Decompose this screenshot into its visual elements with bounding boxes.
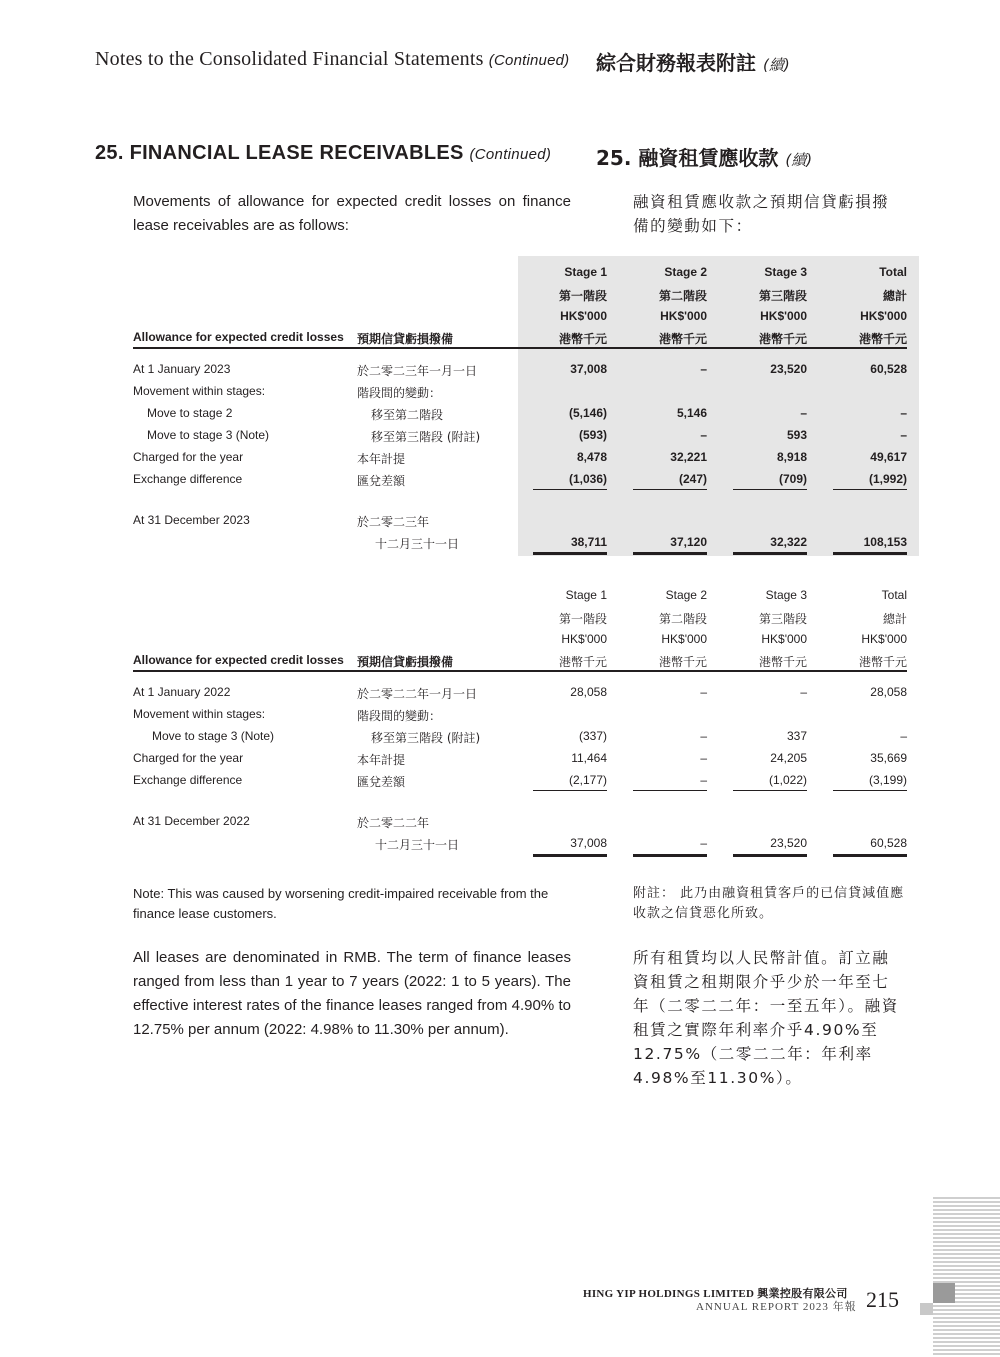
- cell-value: 593: [786, 428, 807, 442]
- cell-value: 37,008: [570, 362, 607, 376]
- col-stage2-unit-zh: 港幣千元: [658, 655, 707, 669]
- total-double-rule: [733, 552, 807, 555]
- section-number-zh: 25.: [596, 146, 632, 170]
- col-stage3-unit-zh: 港幣千元: [758, 655, 807, 669]
- intro-paragraph-zh: 融資租賃應收款之預期信貸虧損撥備的變動如下：: [633, 193, 890, 235]
- row-label-zh: 移至第三階段 (附註): [371, 731, 481, 745]
- col-stage3-head: Stage 3: [765, 588, 807, 602]
- row-label-en: Charged for the year: [133, 450, 244, 464]
- row-label-en: At 1 January 2022: [133, 685, 231, 699]
- section-title-zh: [596, 142, 812, 171]
- col-total-head-zh: 總計: [882, 289, 907, 303]
- total-double-rule: [633, 552, 707, 555]
- col-stage2-head-zh: 第二階段: [658, 612, 707, 626]
- col-stage3-head: Stage 3: [764, 265, 807, 279]
- col-stage2-unit: HK$'000: [661, 632, 707, 646]
- col-total-head: Total: [881, 588, 907, 602]
- cell-value: (3,199): [868, 773, 907, 787]
- cell-value: –: [800, 406, 807, 420]
- row-label-en: Move to stage 2: [147, 406, 233, 420]
- table-label-zh: 預期信貸虧損撥備: [357, 655, 454, 669]
- section-heading-en: FINANCIAL LEASE RECEIVABLES: [129, 142, 464, 164]
- section-heading-zh: 融資租賃應收款: [638, 146, 779, 170]
- subtotal-rule: [733, 489, 807, 490]
- decorative-square: [933, 1283, 955, 1303]
- cell-value: 32,221: [670, 450, 707, 464]
- cell-value: 108,153: [863, 535, 907, 549]
- cell-value: –: [700, 836, 707, 850]
- row-label-zh: 於二零二三年一月一日: [357, 364, 478, 378]
- row-label-zh: 移至第二階段: [371, 408, 444, 422]
- row-label-en: Exchange difference: [133, 773, 243, 787]
- row-label-zh: 於二零二二年: [357, 816, 430, 830]
- cell-value: (5,146): [568, 406, 607, 420]
- note-en: [133, 884, 571, 924]
- col-stage1-unit: HK$'000: [560, 309, 607, 323]
- col-stage2-head-zh: 第二階段: [658, 289, 707, 303]
- col-stage1-unit-zh: 港幣千元: [558, 655, 607, 669]
- row-label-zh: 匯兌差額: [357, 775, 406, 789]
- row-label-en: At 31 December 2023: [133, 513, 250, 527]
- cell-value: 11,464: [571, 751, 607, 765]
- cell-value: 24,205: [770, 751, 807, 765]
- section-title-en: [95, 142, 551, 165]
- col-total-unit: HK$'000: [861, 632, 907, 646]
- row-label-zh: 匯兌差額: [357, 474, 406, 488]
- col-stage2-unit: HK$'000: [660, 309, 707, 323]
- row-label-zh: 本年計提: [357, 753, 406, 767]
- footer-report: ANNUAL REPORT 2023 年報: [696, 1301, 857, 1313]
- subtotal-rule: [733, 790, 807, 791]
- cell-value: (337): [578, 729, 607, 743]
- cell-value: –: [700, 751, 707, 765]
- row-label-en: Move to stage 3 (Note): [147, 428, 270, 442]
- cell-value: 49,617: [870, 450, 907, 464]
- cell-value: 5,146: [676, 406, 707, 420]
- cell-value: (1,022): [768, 773, 807, 787]
- col-stage1-head: Stage 1: [564, 265, 607, 279]
- cell-value: 37,008: [570, 836, 607, 850]
- header-title-en: Notes to the Consolidated Financial Statements: [95, 48, 484, 70]
- decorative-square: [920, 1303, 933, 1315]
- cell-value: 23,520: [770, 836, 807, 850]
- cell-value: 38,711: [570, 535, 607, 549]
- col-stage2-head: Stage 2: [665, 588, 707, 602]
- cell-value: –: [700, 428, 707, 442]
- header-rule: [133, 347, 907, 349]
- footer-company: HING YIP HOLDINGS LIMITED 興業控股有限公司: [583, 1288, 848, 1300]
- row-label-en: At 31 December 2022: [133, 814, 250, 828]
- total-double-rule: [633, 854, 707, 857]
- cell-value: 32,322: [770, 535, 807, 549]
- total-double-rule: [533, 854, 607, 857]
- intro-paragraph-en: Movements of allowance for expected credit losses on finance lease receivables are as follows:: [133, 193, 571, 234]
- header-rule: [133, 670, 907, 672]
- col-stage3-head-zh: 第三階段: [758, 289, 807, 303]
- cell-value: 37,120: [670, 535, 707, 549]
- row-label-en: Movement within stages:: [133, 707, 266, 721]
- cell-value: (709): [778, 472, 807, 486]
- note-label-en: Note:: [133, 886, 165, 901]
- row-label-zh: 階段間的變動：: [357, 709, 442, 723]
- total-double-rule: [833, 854, 907, 857]
- table-label-en: Allowance for expected credit losses: [133, 653, 344, 667]
- col-stage1-head: Stage 1: [565, 588, 607, 602]
- running-header-en: [95, 48, 569, 71]
- row-label-en: Exchange difference: [133, 472, 243, 486]
- cell-value: (593): [578, 428, 607, 442]
- note-label-zh: 附註：: [633, 886, 676, 901]
- row-label-zh-cont: 十二月三十一日: [375, 838, 460, 852]
- col-stage3-unit: HK$'000: [760, 309, 807, 323]
- row-label-en: Movement within stages:: [133, 384, 266, 398]
- total-double-rule: [733, 854, 807, 857]
- table-label-zh: 預期信貸虧損撥備: [357, 332, 454, 346]
- cell-value: –: [700, 729, 707, 743]
- row-label-en: At 1 January 2023: [133, 362, 231, 376]
- row-label-en: Move to stage 3 (Note): [152, 729, 275, 743]
- cell-value: 23,520: [770, 362, 807, 376]
- note-zh: [633, 884, 905, 924]
- running-header-zh: [596, 47, 790, 76]
- section-continued-en: (Continued): [469, 146, 552, 163]
- cell-value: 60,528: [870, 836, 907, 850]
- col-stage1-head-zh: 第一階段: [558, 612, 607, 626]
- header-title-zh: 綜合財務報表附註: [596, 51, 756, 75]
- table-label-en: Allowance for expected credit losses: [133, 330, 344, 344]
- subtotal-rule: [833, 790, 907, 791]
- header-continued-en: (Continued): [488, 52, 570, 69]
- cell-value: –: [700, 773, 707, 787]
- col-stage1-unit-zh: 港幣千元: [558, 332, 607, 346]
- cell-value: 8,918: [776, 450, 807, 464]
- cell-value: (2,177): [568, 773, 607, 787]
- cell-value: (1,036): [568, 472, 607, 486]
- total-double-rule: [833, 552, 907, 555]
- col-total-unit-zh: 港幣千元: [858, 332, 907, 346]
- col-total-unit: HK$'000: [860, 309, 907, 323]
- section-number-en: 25.: [95, 142, 124, 164]
- col-total-unit-zh: 港幣千元: [858, 655, 907, 669]
- subtotal-rule: [533, 489, 607, 490]
- col-stage1-head-zh: 第一階段: [558, 289, 607, 303]
- row-label-zh: 移至第三階段 (附註): [371, 430, 481, 444]
- col-stage1-unit: HK$'000: [561, 632, 607, 646]
- cell-value: –: [900, 428, 907, 442]
- note-text-zh: 此乃由融資租賃客戶的已信貸減值應收款之信貸惡化所致。: [633, 886, 905, 921]
- subtotal-rule: [533, 790, 607, 791]
- row-label-zh: 於二零二三年: [357, 515, 430, 529]
- cell-value: –: [900, 406, 907, 420]
- cell-value: 28,058: [570, 685, 607, 699]
- row-label-zh-cont: 十二月三十一日: [375, 537, 460, 551]
- col-stage2-head: Stage 2: [664, 265, 707, 279]
- col-total-head-zh: 總計: [882, 612, 907, 626]
- closing-paragraph-en: All leases are denominated in RMB. The term of finance leases ranged from less than 1 year to 7 years (2022: 1 to 5 years). The effective interest rates of the finance leases ranged from 4.90% to 12.75% per annum (2022: 4.98% to 11.30% per annum).: [133, 949, 571, 1038]
- col-total-head: Total: [879, 265, 907, 279]
- page-number: 215: [866, 1287, 899, 1312]
- cell-value: 35,669: [870, 751, 907, 765]
- cell-value: –: [700, 362, 707, 376]
- cell-value: –: [900, 729, 907, 743]
- subtotal-rule: [633, 790, 707, 791]
- col-stage2-unit-zh: 港幣千元: [658, 332, 707, 346]
- subtotal-rule: [633, 489, 707, 490]
- row-label-en: Charged for the year: [133, 751, 244, 765]
- row-label-zh: 於二零二二年一月一日: [357, 687, 478, 701]
- col-stage3-unit: HK$'000: [761, 632, 807, 646]
- col-stage3-head-zh: 第三階段: [758, 612, 807, 626]
- note-text-en: This was caused by worsening credit-impaired receivable from the finance lease customers.: [133, 886, 549, 921]
- cell-value: 60,528: [870, 362, 907, 376]
- cell-value: (1,992): [868, 472, 907, 486]
- row-label-zh: 本年計提: [357, 452, 406, 466]
- header-continued-zh: (續): [762, 56, 790, 74]
- col-stage3-unit-zh: 港幣千元: [758, 332, 807, 346]
- cell-value: –: [700, 685, 707, 699]
- cell-value: –: [800, 685, 807, 699]
- decorative-stripes: [933, 1197, 1000, 1357]
- section-continued-zh: (續): [785, 151, 813, 169]
- total-double-rule: [533, 552, 607, 555]
- cell-value: 8,478: [576, 450, 607, 464]
- cell-value: 337: [786, 729, 807, 743]
- cell-value: (247): [678, 472, 707, 486]
- cell-value: 28,058: [870, 685, 907, 699]
- closing-paragraph-zh: 所有租賃均以人民幣計值。訂立融資租賃之租期限介乎少於一年至七年（二零二二年：一至五年）。融資租賃之實際年利率介乎4.90%至12.75%（二零二二年：年利率4.98%至11.30%）。: [633, 949, 899, 1087]
- row-label-zh: 階段間的變動：: [357, 386, 442, 400]
- subtotal-rule: [833, 489, 907, 490]
